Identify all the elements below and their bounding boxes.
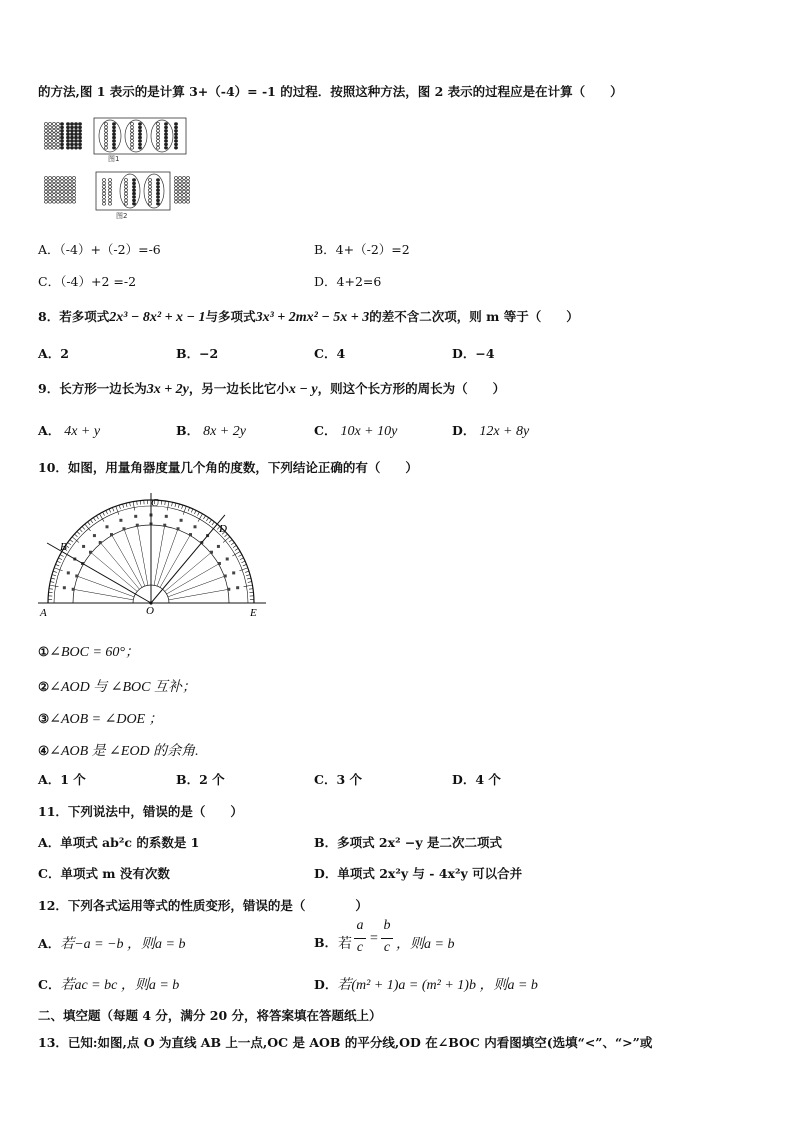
q9-option-c[interactable]: [314, 421, 397, 440]
q12-option-a-text: 若−a = −b ，则a = b: [60, 937, 186, 952]
q9-option-a-letter: A．: [38, 423, 61, 438]
q8-suffix: 的差不含二次项，则 m 等于（ ）: [369, 309, 579, 324]
q12-option-c[interactable]: [38, 974, 179, 994]
q8-option-d[interactable]: D．−4: [452, 346, 495, 361]
q8-middle: 与多项式: [205, 309, 256, 324]
q9-middle: ，另一边长比它小: [188, 381, 289, 396]
q7-option-b[interactable]: B．4+（-2）=2: [314, 242, 410, 257]
q9-option-c-expr: 10x + 10y: [340, 424, 398, 439]
q12-option-a[interactable]: [38, 933, 186, 953]
q13-stem: 13．已知:如图,点 O 为直线 AB 上一点,OC 是 AOB 的平分线,OD 在∠BOC 内看图填空(选填“<”、“>”或: [38, 1035, 653, 1050]
q12-stem: 12．下列各式运用等式的性质变形，错误的是（ ）: [38, 898, 368, 913]
q9-prefix: 9．长方形一边长为: [38, 381, 147, 396]
q10-option-b[interactable]: B．2 个: [176, 772, 225, 787]
q9-option-a[interactable]: [38, 421, 100, 440]
q12-option-d[interactable]: [314, 974, 538, 994]
statement-2-text: ∠AOD 与 ∠BOC 互补；: [49, 680, 196, 695]
q8-prefix: 8．若多项式: [38, 309, 110, 324]
q9-option-b-letter: B．: [176, 423, 200, 438]
q7-figure: [40, 114, 200, 226]
q12-option-b-fraction-bar-2: [381, 938, 393, 939]
q9-option-b-expr: 8x + 2y: [203, 424, 246, 439]
figure-2: [44, 172, 189, 220]
q7-stem: 的方法,图 1 表示的是计算 3+（-4）= -1 的过程．按照这种方法，图 2 表示的过程应是在计算（ ）: [38, 84, 623, 99]
q9-option-b[interactable]: [176, 421, 246, 440]
q8-option-a[interactable]: A．2: [38, 346, 69, 361]
point-d-label: D: [219, 523, 227, 535]
q7-option-c[interactable]: C．（-4）+2 =-2: [38, 274, 137, 289]
fig1-caption: 图1: [108, 155, 120, 163]
q10-option-a[interactable]: A．1 个: [38, 772, 86, 787]
statement-1-num: ①: [38, 644, 50, 659]
q7-option-d[interactable]: D．4+2=6: [314, 274, 382, 289]
figure-1: [44, 118, 186, 163]
q12-option-b-pre: 若: [338, 937, 352, 952]
point-o-label: O: [146, 605, 154, 617]
statement-3-num: ③: [38, 711, 50, 726]
q8-expr1: 2x³ − 8x² + x − 1: [109, 310, 206, 325]
q8-stem: [38, 307, 579, 326]
q7-option-a[interactable]: A．（-4）+（-2）=-6: [38, 242, 161, 257]
q12-option-c-text: 若ac = bc ，则a = b: [60, 978, 180, 993]
statement-3-text: ∠AOB = ∠DOE ；: [49, 712, 163, 727]
q9-option-a-expr: 4x + y: [64, 424, 101, 439]
q9-expr2: x − y: [288, 382, 318, 397]
q11-option-c[interactable]: C．单项式 m 没有次数: [38, 866, 170, 881]
statement-4-text: ∠AOB 是 ∠EOD 的余角.: [49, 744, 199, 759]
q12-option-b-num2: b: [383, 918, 391, 933]
q12-option-c-letter: C．: [38, 977, 61, 992]
point-b-label: B: [60, 541, 67, 553]
q11-option-b[interactable]: B．多项式 2x² −y 是二次二项式: [314, 835, 502, 850]
point-e-label: E: [250, 607, 257, 619]
q12-option-d-text: 若(m² + 1)a = (m² + 1)b ，则a = b: [337, 978, 538, 993]
q12-option-b-letter: B．: [314, 935, 338, 950]
q10-statement-2: [38, 676, 196, 696]
q9-option-d-letter: D．: [452, 423, 476, 438]
q12-option-b-den1: c: [356, 940, 364, 955]
q10-stem: 10．如图，用量角器度量几个角的度数，下列结论正确的有（ ）: [38, 460, 418, 475]
q11-stem: 11．下列说法中，错误的是（ ）: [38, 804, 243, 819]
q10-statement-3: [38, 708, 163, 728]
statement-2-num: ②: [38, 679, 50, 694]
q9-option-c-letter: C．: [314, 423, 337, 438]
q9-option-d-expr: 12x + 8y: [479, 424, 530, 439]
q8-option-b[interactable]: B．−2: [176, 346, 219, 361]
point-a-label: A: [40, 607, 47, 619]
q10-statement-4: [38, 740, 199, 760]
q9-expr1: 3x + 2y: [146, 382, 189, 397]
point-c-label: C: [151, 497, 159, 509]
statement-1-text: ∠BOC = 60°；: [49, 645, 139, 660]
fig2-caption: 图2: [116, 212, 128, 220]
q12-option-b-eq: =: [370, 931, 378, 946]
q12-option-a-letter: A．: [38, 936, 61, 951]
q12-option-b-den2: c: [383, 940, 391, 955]
q11-option-a[interactable]: A．单项式 ab²c 的系数是 1: [38, 835, 200, 850]
q12-option-d-letter: D．: [314, 977, 338, 992]
q11-option-d[interactable]: D．单项式 2x²y 与 - 4x²y 可以合并: [314, 866, 523, 881]
protractor-figure: [38, 490, 268, 620]
q8-option-c[interactable]: C．4: [314, 346, 346, 361]
q12-option-b-fraction-bar-1: [354, 938, 366, 939]
q12-option-b-post: ，则a = b: [396, 937, 455, 952]
q10-statement-1: [38, 641, 139, 661]
q9-option-d[interactable]: [452, 421, 529, 440]
statement-4-num: ④: [38, 743, 50, 758]
q9-stem: [38, 379, 505, 398]
q9-suffix: ，则这个长方形的周长为（ ）: [317, 381, 506, 396]
q10-option-c[interactable]: C．3 个: [314, 772, 362, 787]
q10-option-d[interactable]: D．4 个: [452, 772, 501, 787]
section-2-title: 二、填空题（每题 4 分，满分 20 分，将答案填在答题纸上）: [38, 1008, 382, 1023]
q12-option-b-num1: a: [356, 918, 364, 933]
q8-expr2: 3x³ + 2mx² − 5x + 3: [255, 310, 370, 325]
